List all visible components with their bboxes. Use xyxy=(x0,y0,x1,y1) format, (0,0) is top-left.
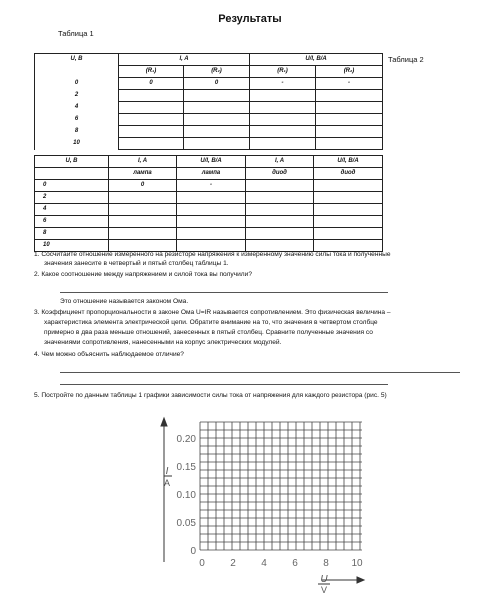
question-3-line3: примерно в два раза меньше отношений, занесенных в пятый столбец. Сравните полученные значения со xyxy=(44,329,373,336)
y-axis-arrow-head xyxy=(161,418,167,426)
table1-header-cell: U, В xyxy=(35,54,119,66)
x-tick-label: 8 xyxy=(323,558,329,569)
y-tick-label: 0.05 xyxy=(176,518,196,529)
table2-subheader-cell: диод xyxy=(314,168,383,180)
table2-caption: Таблица 2 xyxy=(388,55,424,64)
table2-cell: 10 xyxy=(35,240,109,252)
x-axis-label-bottom: V xyxy=(320,585,328,593)
y-tick-label: 0 xyxy=(190,546,196,557)
table2-header-cell: U, В xyxy=(35,156,109,168)
table1-cell[interactable]: 0 xyxy=(119,78,184,90)
x-tick-label: 0 xyxy=(199,558,205,569)
table2-cell[interactable]: - xyxy=(177,180,246,192)
question-3-line2: характеристика элемента электрической цепи. Обратите внимание на то, что значения в четвертом столбце xyxy=(44,319,378,326)
table1-cell: 2 xyxy=(35,90,119,102)
table1-header-cell: I, A xyxy=(119,54,250,66)
page-title: Результаты xyxy=(218,13,282,25)
table2-subheader-cell: лампа xyxy=(109,168,177,180)
table2-cell: 4 xyxy=(35,204,109,216)
y-tick-label: 0.15 xyxy=(176,462,196,473)
table1-subheader-cell: (R₁) xyxy=(119,66,184,78)
question-3-line4: значениями сопротивления, нанесенными на корпус электрических модулей. xyxy=(44,339,282,346)
y-tick-label: 0.10 xyxy=(176,490,196,501)
y-axis-label-top: I xyxy=(165,466,169,477)
table2-subheader-cell: лампа xyxy=(177,168,246,180)
table2-cell: 2 xyxy=(35,192,109,204)
table2-header-cell: I, A xyxy=(109,156,177,168)
table1-subheader-cell: (R₁) xyxy=(250,66,316,78)
table1-cell: 8 xyxy=(35,126,119,138)
table2-cell: 8 xyxy=(35,228,109,240)
question-1: 1. Сосчитайте отношение измеренного на резисторе напряжения к измеренному значению силы тока и полученные xyxy=(34,251,391,258)
x-tick-label: 10 xyxy=(351,558,363,569)
table2-header-cell: I, A xyxy=(246,156,314,168)
table1-cell: 10 xyxy=(35,138,119,150)
table1-caption: Таблица 1 xyxy=(58,29,94,38)
y-tick-label: 0.20 xyxy=(176,434,196,445)
ohm-law-note: Это отношение называется законом Ома. xyxy=(60,298,189,305)
table1-subheader-cell: (R₂) xyxy=(184,66,250,78)
table1-cell: 6 xyxy=(35,114,119,126)
table2-cell[interactable]: 0 xyxy=(109,180,177,192)
x-tick-label: 4 xyxy=(261,558,267,569)
table1-subheader-cell: (R₂) xyxy=(316,66,383,78)
table1-cell[interactable]: 0 xyxy=(184,78,250,90)
graph-grid xyxy=(200,422,362,550)
question-4: 4. Чем можно объяснить наблюдаемое отличие? xyxy=(34,351,184,358)
question-5: 5. Постройте по данным таблицы 1 графики зависимости силы тока от напряжения для каждого резистора (рис. 5) xyxy=(34,392,387,399)
question-2: 2. Какое соотношение между напряжением и силой тока вы получили? xyxy=(34,271,252,278)
table1-cell[interactable]: - xyxy=(250,78,316,90)
table2-header-cell: U/I, В/А xyxy=(177,156,246,168)
table1-cell[interactable]: - xyxy=(316,78,383,90)
question-3: 3. Коэффициент пропорциональности в законе Ома U=IR называется сопротивлением. Это физическая величина – xyxy=(34,309,391,316)
table1-header-cell: U/I, В/А xyxy=(250,54,383,66)
table2-cell: 0 xyxy=(35,180,109,192)
table2-cell: 6 xyxy=(35,216,109,228)
table2-subheader-cell: диод xyxy=(246,168,314,180)
table1-cell: 0 xyxy=(35,78,119,90)
y-axis-label-bottom: A xyxy=(163,478,171,488)
x-axis-label-top: U xyxy=(320,574,328,585)
x-axis-arrow-head xyxy=(357,577,364,583)
question-1-cont: значения занесите в четвертый и пятый столбец таблицы 1. xyxy=(44,260,229,267)
x-tick-label: 6 xyxy=(292,558,298,569)
x-tick-label: 2 xyxy=(230,558,236,569)
table2-header-cell: U/I, В/А xyxy=(314,156,383,168)
table1-cell: 4 xyxy=(35,102,119,114)
